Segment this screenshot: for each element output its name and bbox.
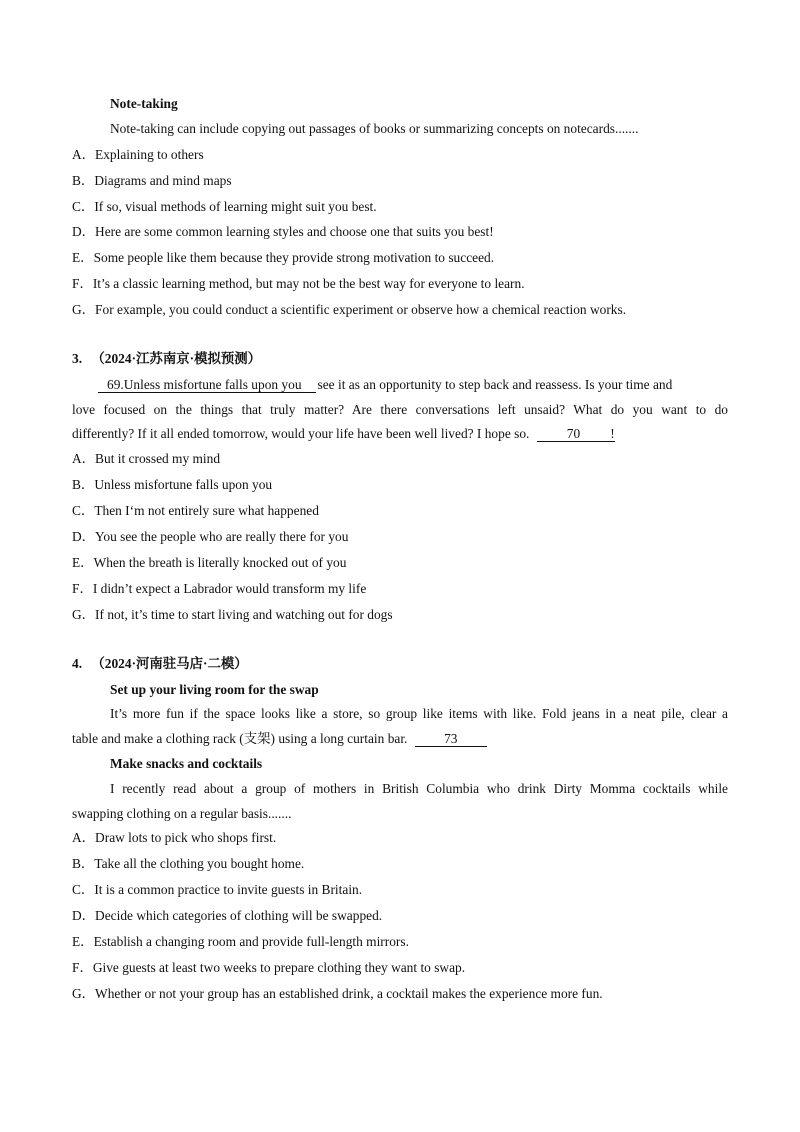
paragraph-line: It’s more fun if the space looks like a store, so group like items with like. Fold jeans in a neat pile, clear a <box>110 706 728 721</box>
answer-blank-73: 73 <box>415 732 487 747</box>
answer-blank-70 <box>537 427 615 442</box>
paragraph-text: table and make a clothing rack (支架) using a long curtain bar. <box>72 731 408 746</box>
question-source: （2024·河南驻马店·二模） <box>91 656 248 671</box>
option-d: D．Decide which categories of clothing will be swapped. <box>72 908 383 923</box>
option-d: D．Here are some common learning styles and choose one that suits you best! <box>72 224 494 239</box>
section-heading: Note-taking <box>110 96 178 111</box>
option-g: G．For example, you could conduct a scientific experiment or observe how a chemical reaction works. <box>72 302 627 317</box>
option-b: B．Take all the clothing you bought home. <box>72 856 305 871</box>
section-heading: Make snacks and cocktails <box>110 756 263 771</box>
option-d: D．You see the people who are really there for you <box>72 529 349 544</box>
option-a: A．Draw lots to pick who shops first. <box>72 830 277 845</box>
paragraph-text: see it as an opportunity to step back and reassess. Is your time and <box>317 377 673 392</box>
question-number: 3. <box>72 351 83 366</box>
answer-blank-69: 69.Unless misfortune falls upon you <box>98 378 316 393</box>
option-f: F．It’s a classic learning method, but may not be the best way for everyone to learn. <box>72 276 525 291</box>
option-g: G．Whether or not your group has an established drink, a cocktail makes the experience more fun. <box>72 986 603 1001</box>
paragraph-line: love focused on the things that truly matter? Are there conversations left unsaid? What do you want to do <box>72 402 728 417</box>
question-source: （2024·江苏南京·模拟预测） <box>91 351 262 366</box>
paragraph-line <box>72 425 615 443</box>
option-g: G．If not, it’s time to start living and watching out for dogs <box>72 607 393 622</box>
blank-number: 70 <box>566 426 581 441</box>
option-c: C．It is a common practice to invite guests in Britain. <box>72 882 363 897</box>
paragraph-line <box>72 730 487 748</box>
question-header <box>72 350 261 368</box>
option-e: E．When the breath is literally knocked out of you <box>72 555 347 570</box>
blank-tail: ! <box>610 426 615 441</box>
option-b: B．Diagrams and mind maps <box>72 173 232 188</box>
option-c: C．Then I‘m not entirely sure what happened <box>72 503 319 518</box>
question-number: 4. <box>72 656 83 671</box>
question-header <box>72 655 248 673</box>
option-f: F．Give guests at least two weeks to prepare clothing they want to swap. <box>72 960 466 975</box>
option-e: E．Establish a changing room and provide full-length mirrors. <box>72 934 409 949</box>
option-a: A．But it crossed my mind <box>72 451 221 466</box>
paragraph-line: I recently read about a group of mothers in British Columbia who drink Dirty Momma cocktails while <box>110 781 728 796</box>
option-b: B．Unless misfortune falls upon you <box>72 477 273 492</box>
option-c: C．If so, visual methods of learning might suit you best. <box>72 199 377 214</box>
paragraph-line: swapping clothing on a regular basis....... <box>72 806 292 821</box>
option-e: E．Some people like them because they provide strong motivation to succeed. <box>72 250 495 265</box>
option-a: A．Explaining to others <box>72 147 204 162</box>
section-heading: Set up your living room for the swap <box>110 682 319 697</box>
paragraph: Note-taking can include copying out passages of books or summarizing concepts on notecards....... <box>110 121 639 136</box>
option-f: F．I didn’t expect a Labrador would transform my life <box>72 581 367 596</box>
paragraph-text: differently? If it all ended tomorrow, would your life have been well lived? I hope so. <box>72 426 530 441</box>
paragraph-line <box>98 376 672 394</box>
